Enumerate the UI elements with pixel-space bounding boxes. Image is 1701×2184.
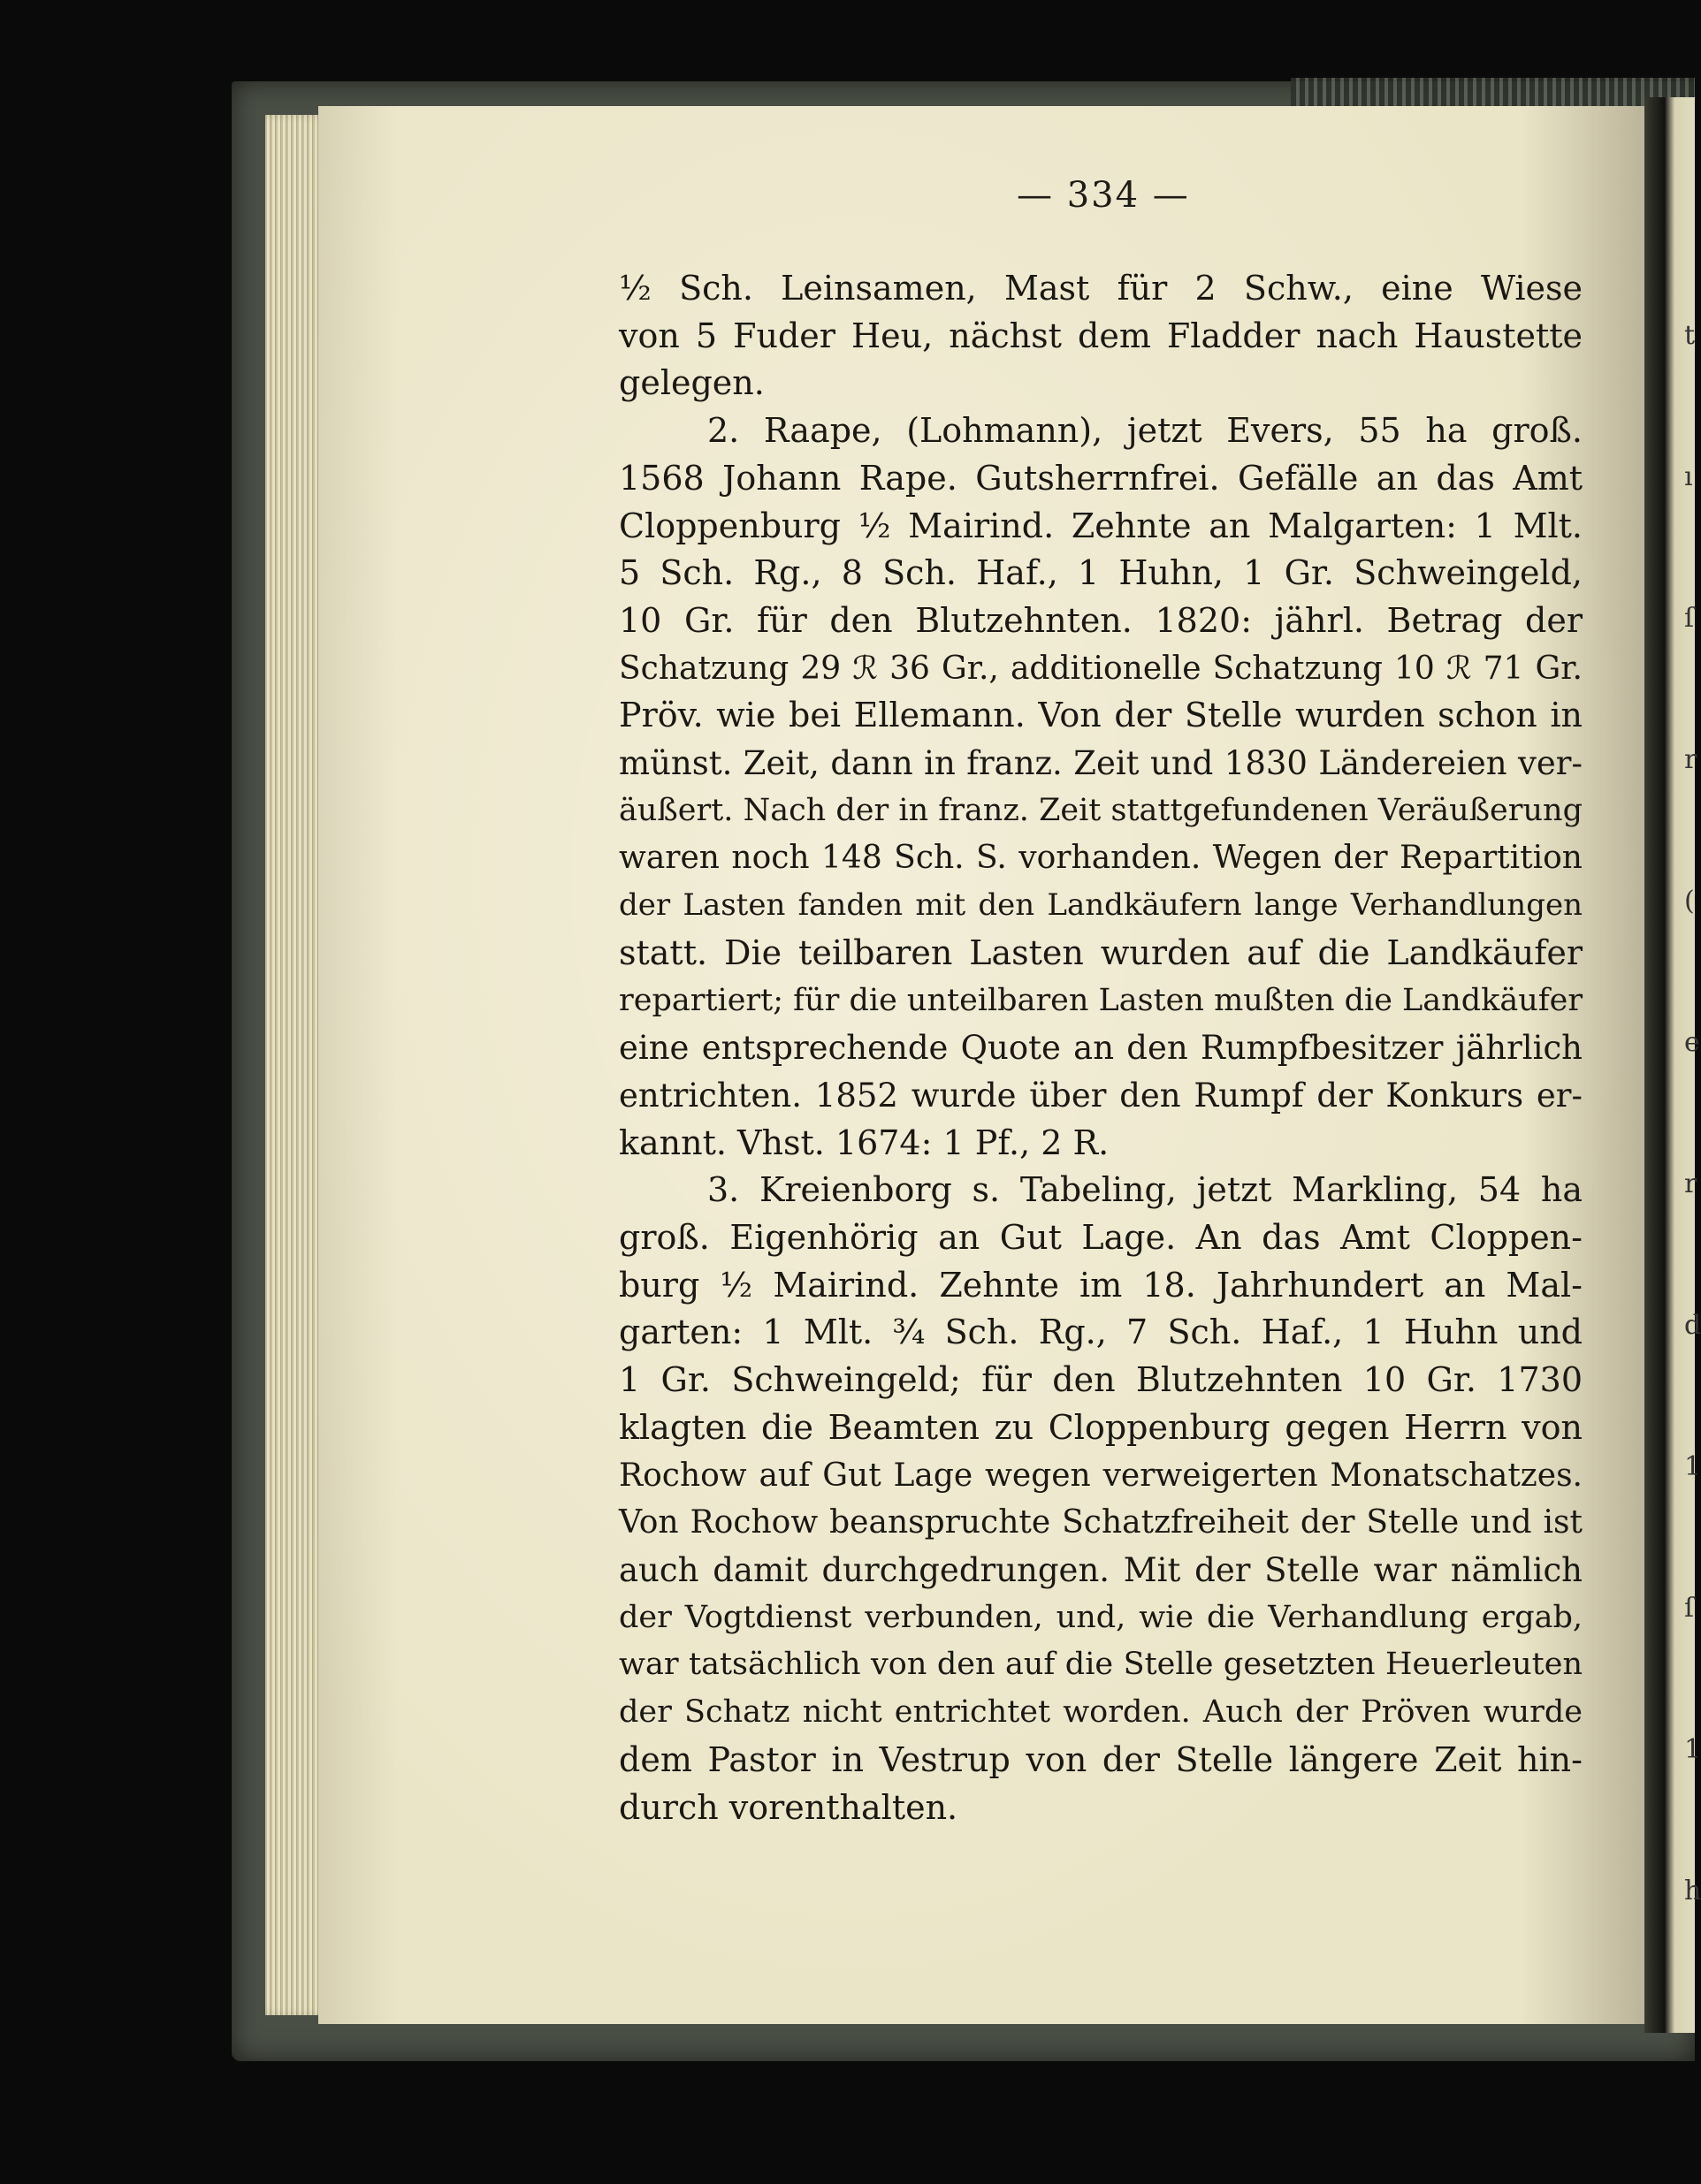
- text-line: ½ Sch. Leinsamen, Mast für 2 Schw., eine Wiese: [619, 269, 1583, 308]
- text-line: groß. Eigenhörig an Gut Lage. An das Amt Cloppen-: [619, 1218, 1583, 1258]
- text-line: repartiert; für die unteilbaren Lasten mußten die Landkäufer: [619, 982, 1583, 1018]
- text-line: durch vorenthalten.: [619, 1787, 958, 1827]
- text-line: auch damit durchgedrungen. Mit der Stelle war nämlich: [619, 1550, 1583, 1589]
- text-line: von 5 Fuder Heu, nächst dem Fladder nach Haustette: [619, 316, 1583, 355]
- facing-page-fragment: t ı ſ r ( e r d 1 ſ 1 h: [1684, 320, 1701, 1906]
- text-line: Rochow auf Gut Lage wegen verweigerten Monatschatzes.: [619, 1457, 1583, 1494]
- paragraph-3: [619, 1167, 1583, 1831]
- text-line: äußert. Nach der in franz. Zeit stattgefundenen Veräußerung: [619, 792, 1583, 828]
- page-number: — 334 —: [1017, 175, 1190, 216]
- text-line: statt. Die teilbaren Lasten wurden auf die Landkäufer: [619, 932, 1583, 972]
- text-line: Schatzung 29 ℛ 36 Gr., additionelle Schatzung 10 ℛ 71 Gr.: [619, 650, 1583, 687]
- text-line: klagten die Beamten zu Cloppenburg gegen Herrn von: [619, 1407, 1583, 1447]
- text-line: münst. Zeit, dann in franz. Zeit und 1830 Ländereien ver-: [619, 744, 1583, 783]
- text-line: kannt. Vhst. 1674: 1 Pf., 2 R.: [619, 1122, 1110, 1162]
- text-line: 10 Gr. für den Blutzehnten. 1820: jährl. Betrag der: [619, 600, 1583, 640]
- paragraph-1: [619, 265, 1583, 407]
- text-line: Pröv. wie bei Ellemann. Von der Stelle wurden schon in: [619, 696, 1583, 735]
- text-line: war tatsächlich von den auf die Stelle gesetzten Heuerleuten: [619, 1647, 1583, 1683]
- text-line: der Schatz nicht entrichtet worden. Auch der Pröven wurde: [619, 1694, 1583, 1731]
- page-text: [619, 265, 1583, 1831]
- text-line: 1 Gr. Schweingeld; für den Blutzehnten 10 Gr. 1730: [619, 1360, 1583, 1400]
- text-line: Von Rochow beanspruchte Schatzfreiheit der Stelle und ist: [619, 1504, 1583, 1541]
- paragraph-2: [619, 407, 1583, 1167]
- text-line: 2. Raape, (Lohmann), jetzt Evers, 55 ha groß.: [707, 411, 1583, 451]
- text-line: 3. Kreienborg s. Tabeling, jetzt Markling, 54 ha: [707, 1170, 1583, 1210]
- text-line: der Vogtdienst verbunden, und, wie die Verhandlung ergab,: [619, 1599, 1583, 1635]
- text-line: burg ½ Mairind. Zehnte im 18. Jahrhundert an Mal-: [619, 1265, 1583, 1305]
- text-line: eine entsprechende Quote an den Rumpfbesitzer jährlich: [619, 1029, 1583, 1068]
- text-line: Cloppenburg ½ Mairind. Zehnte an Malgarten: 1 Mlt.: [619, 506, 1583, 545]
- text-line: dem Pastor in Vestrup von der Stelle längere Zeit hin-: [619, 1739, 1583, 1779]
- text-line: gelegen.: [619, 363, 765, 403]
- text-line: waren noch 148 Sch. S. vorhanden. Wegen der Repartition: [619, 840, 1583, 877]
- text-line: der Lasten fanden mit den Landkäufern lange Verhandlungen: [619, 887, 1583, 924]
- text-line: entrichten. 1852 wurde über den Rumpf der Konkurs er-: [619, 1076, 1583, 1115]
- text-line: garten: 1 Mlt. ¾ Sch. Rg., 7 Sch. Haf., 1 Huhn und: [619, 1313, 1583, 1352]
- text-line: 1568 Johann Rape. Gutsherrnfrei. Gefälle an das Amt: [619, 458, 1583, 498]
- text-line: 5 Sch. Rg., 8 Sch. Haf., 1 Huhn, 1 Gr. Schweingeld,: [619, 553, 1583, 593]
